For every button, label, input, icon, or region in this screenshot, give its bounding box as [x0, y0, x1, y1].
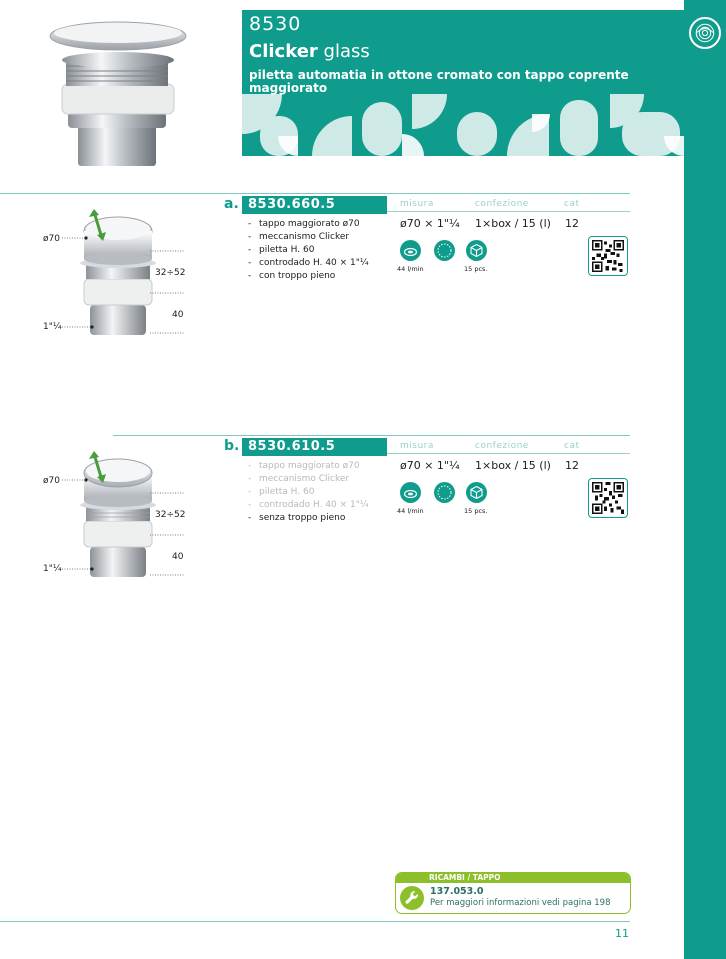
item-a-letter: a.	[224, 196, 239, 212]
item-b-confezione: 1×box / 15 (l)	[475, 459, 551, 472]
item-b-dim-height: 40	[172, 552, 184, 562]
spec-item: - controdado H. 40 × 1"¼	[248, 257, 369, 270]
item-a-flow-label: 44 l/min	[397, 265, 424, 273]
item-a-col-misura: misura	[400, 199, 434, 209]
item-a-misura: ø70 × 1"¼	[400, 217, 460, 230]
item-b-col-cat: cat	[564, 441, 580, 451]
right-accent-bar	[684, 0, 726, 959]
item-b-misura: ø70 × 1"¼	[400, 459, 460, 472]
overflow-icon	[434, 482, 455, 503]
item-b-cat: 12	[565, 459, 579, 472]
section-b-divider	[113, 435, 630, 436]
item-b-col-confezione: confezione	[475, 441, 529, 451]
spec-item: - con troppo pieno	[248, 270, 369, 283]
product-photo	[40, 14, 210, 172]
spec-item: - meccanismo Clicker	[248, 473, 369, 486]
flow-icon	[400, 482, 421, 503]
item-b-col-misura: misura	[400, 441, 434, 451]
item-a-pcs-label: 15 pcs.	[464, 265, 488, 273]
brand-logo-icon	[689, 17, 721, 49]
spec-item: - piletta H. 60	[248, 244, 369, 257]
item-b-dim-thread: 1"¼	[43, 564, 62, 574]
item-a-col-confezione: confezione	[475, 199, 529, 209]
box-icon	[466, 240, 487, 261]
item-b-flow-label: 44 l/min	[397, 507, 424, 515]
section-a-divider	[0, 193, 630, 194]
item-a-dim-thread: 1"¼	[43, 322, 62, 332]
item-a-dim-height: 40	[172, 310, 184, 320]
item-b-spec-list	[248, 460, 369, 525]
item-b-letter: b.	[224, 438, 240, 454]
item-a-head-line	[387, 211, 630, 212]
product-family-code: 8530	[249, 13, 302, 35]
wrench-icon	[400, 886, 424, 910]
qr-code-icon[interactable]	[588, 236, 628, 276]
item-a-confezione: 1×box / 15 (l)	[475, 217, 551, 230]
spec-item: - meccanismo Clicker	[248, 231, 369, 244]
overflow-icon	[434, 240, 455, 261]
item-b-dim-adjust: 32÷52	[155, 510, 186, 520]
product-description: piletta automatia in ottone cromato con tappo coprente maggiorato	[249, 68, 629, 95]
footer-divider	[0, 921, 630, 922]
spare-part-code: 137.053.0	[430, 886, 484, 897]
spec-item: - tappo maggiorato ø70	[248, 460, 369, 473]
header-pattern	[242, 94, 684, 156]
product-family-name	[249, 41, 370, 62]
item-a-spec-list	[248, 218, 369, 283]
page-number: 11	[615, 927, 629, 940]
product-name-bold: Clicker	[249, 41, 318, 62]
spare-parts-box[interactable]	[395, 872, 631, 914]
item-b-head-line	[387, 453, 630, 454]
item-b-code: 8530.610.5	[242, 438, 387, 456]
spec-item: - senza troppo pieno	[248, 512, 369, 525]
item-a-dim-diameter: ø70	[43, 234, 60, 244]
item-a-code: 8530.660.5	[242, 196, 387, 214]
item-b-pcs-label: 15 pcs.	[464, 507, 488, 515]
spare-parts-heading: RICAMBI / TAPPO	[396, 873, 631, 883]
flow-icon	[400, 240, 421, 261]
spec-item: - tappo maggiorato ø70	[248, 218, 369, 231]
box-icon	[466, 482, 487, 503]
qr-code-icon[interactable]	[588, 478, 628, 518]
product-name-light: glass	[323, 41, 370, 62]
spec-item: - controdado H. 40 × 1"¼	[248, 499, 369, 512]
item-a-dim-adjust: 32÷52	[155, 268, 186, 278]
spec-item: - piletta H. 60	[248, 486, 369, 499]
item-b-dim-diameter: ø70	[43, 476, 60, 486]
item-a-cat: 12	[565, 217, 579, 230]
item-a-col-cat: cat	[564, 199, 580, 209]
spare-part-info: Per maggiori informazioni vedi pagina 198	[430, 898, 611, 908]
